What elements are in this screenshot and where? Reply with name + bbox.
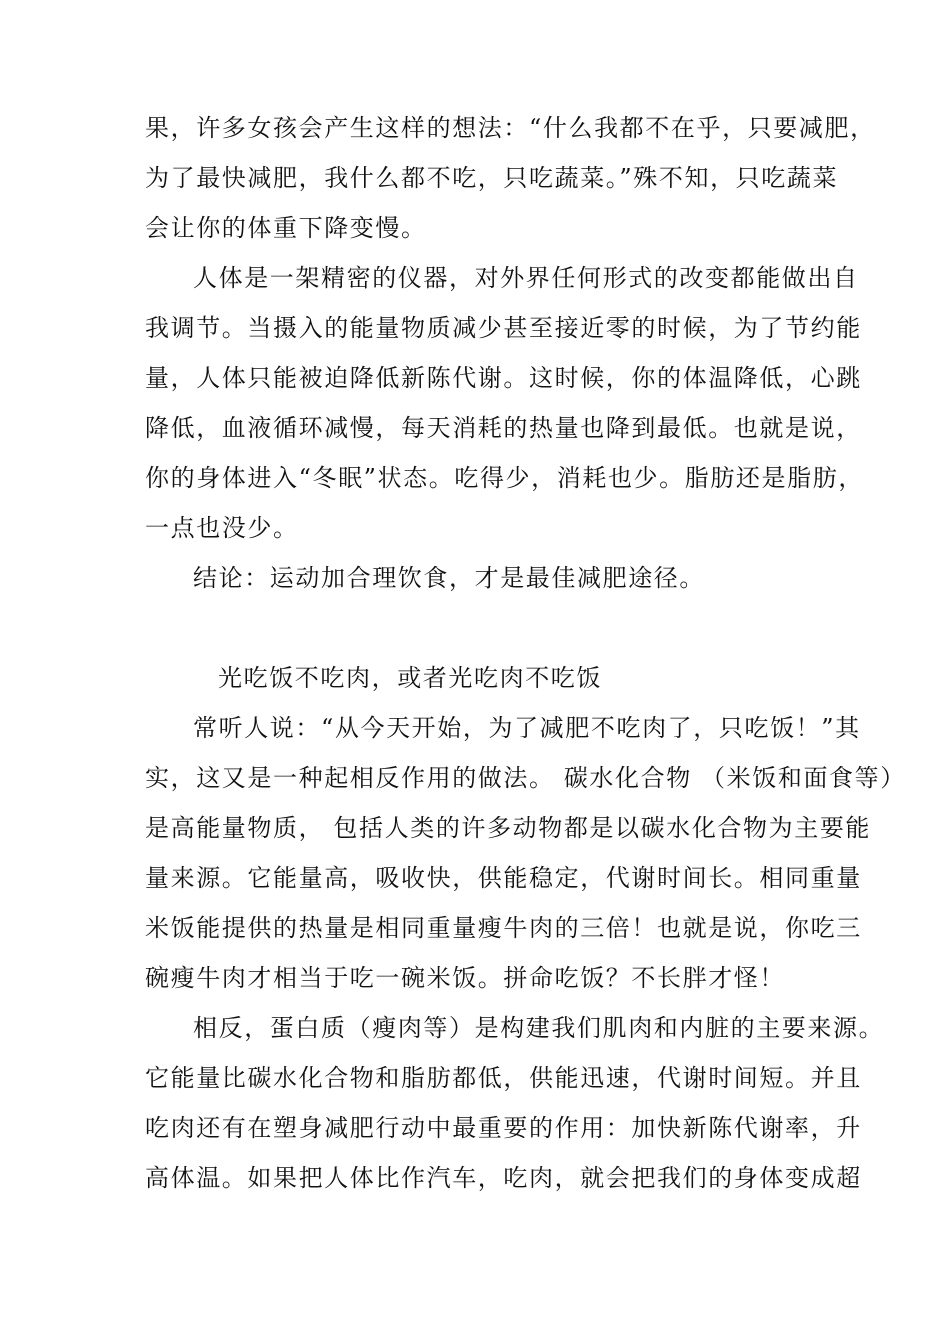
paragraph-line: 吃肉还有在塑身减肥行动中最重要的作用：加快新陈代谢率，升: [145, 1114, 862, 1142]
paragraph-line: 一点也没少。: [145, 514, 299, 542]
paragraph-line: 我调节。当摄入的能量物质减少甚至接近零的时候，为了节约能: [145, 314, 862, 342]
paragraph-line: 实，这又是一种起相反作用的做法。 碳水化合物 （米饭和面食等）: [145, 764, 906, 792]
paragraph-line: 会让你的体重下降变慢。: [145, 214, 427, 242]
paragraph-line: 它能量比碳水化合物和脂肪都低，供能迅速，代谢时间短。并且: [145, 1064, 862, 1092]
paragraph-line: 为了最快减肥，我什么都不吃，只吃蔬菜。”殊不知，只吃蔬菜: [145, 164, 839, 192]
paragraph-line: 果，许多女孩会产生这样的想法：“什么我都不在乎，只要减肥，: [145, 114, 876, 142]
conclusion-line: 结论：运动加合理饮食，才是最佳减肥途径。: [193, 564, 705, 592]
paragraph-line: 你的身体进入“冬眠”状态。吃得少，消耗也少。脂肪还是脂肪，: [145, 464, 864, 492]
paragraph-line: 人体是一架精密的仪器，对外界任何形式的改变都能做出自: [193, 264, 859, 292]
section-heading: 光吃饭不吃肉，或者光吃肉不吃饭: [218, 664, 602, 692]
paragraph-line: 米饭能提供的热量是相同重量瘦牛肉的三倍！也就是说，你吃三: [145, 914, 862, 942]
paragraph-line: 碗瘦牛肉才相当于吃一碗米饭。拼命吃饭？不长胖才怪！: [145, 964, 785, 992]
paragraph-line: 是高能量物质， 包括人类的许多动物都是以碳水化合物为主要能: [145, 814, 872, 842]
paragraph-line: 相反，蛋白质（瘦肉等）是构建我们肌肉和内脏的主要来源。: [193, 1014, 885, 1042]
paragraph-line: 常听人说：“从今天开始，为了减肥不吃肉了，只吃饭！”其: [193, 714, 861, 742]
paragraph-line: 量来源。它能量高，吸收快，供能稳定，代谢时间长。相同重量: [145, 864, 862, 892]
paragraph-line: 高体温。如果把人体比作汽车，吃肉，就会把我们的身体变成超: [145, 1164, 862, 1192]
paragraph-line: 降低，血液循环减慢，每天消耗的热量也降到最低。也就是说，: [145, 414, 862, 442]
paragraph-line: 量，人体只能被迫降低新陈代谢。这时候，你的体温降低，心跳: [145, 364, 862, 392]
